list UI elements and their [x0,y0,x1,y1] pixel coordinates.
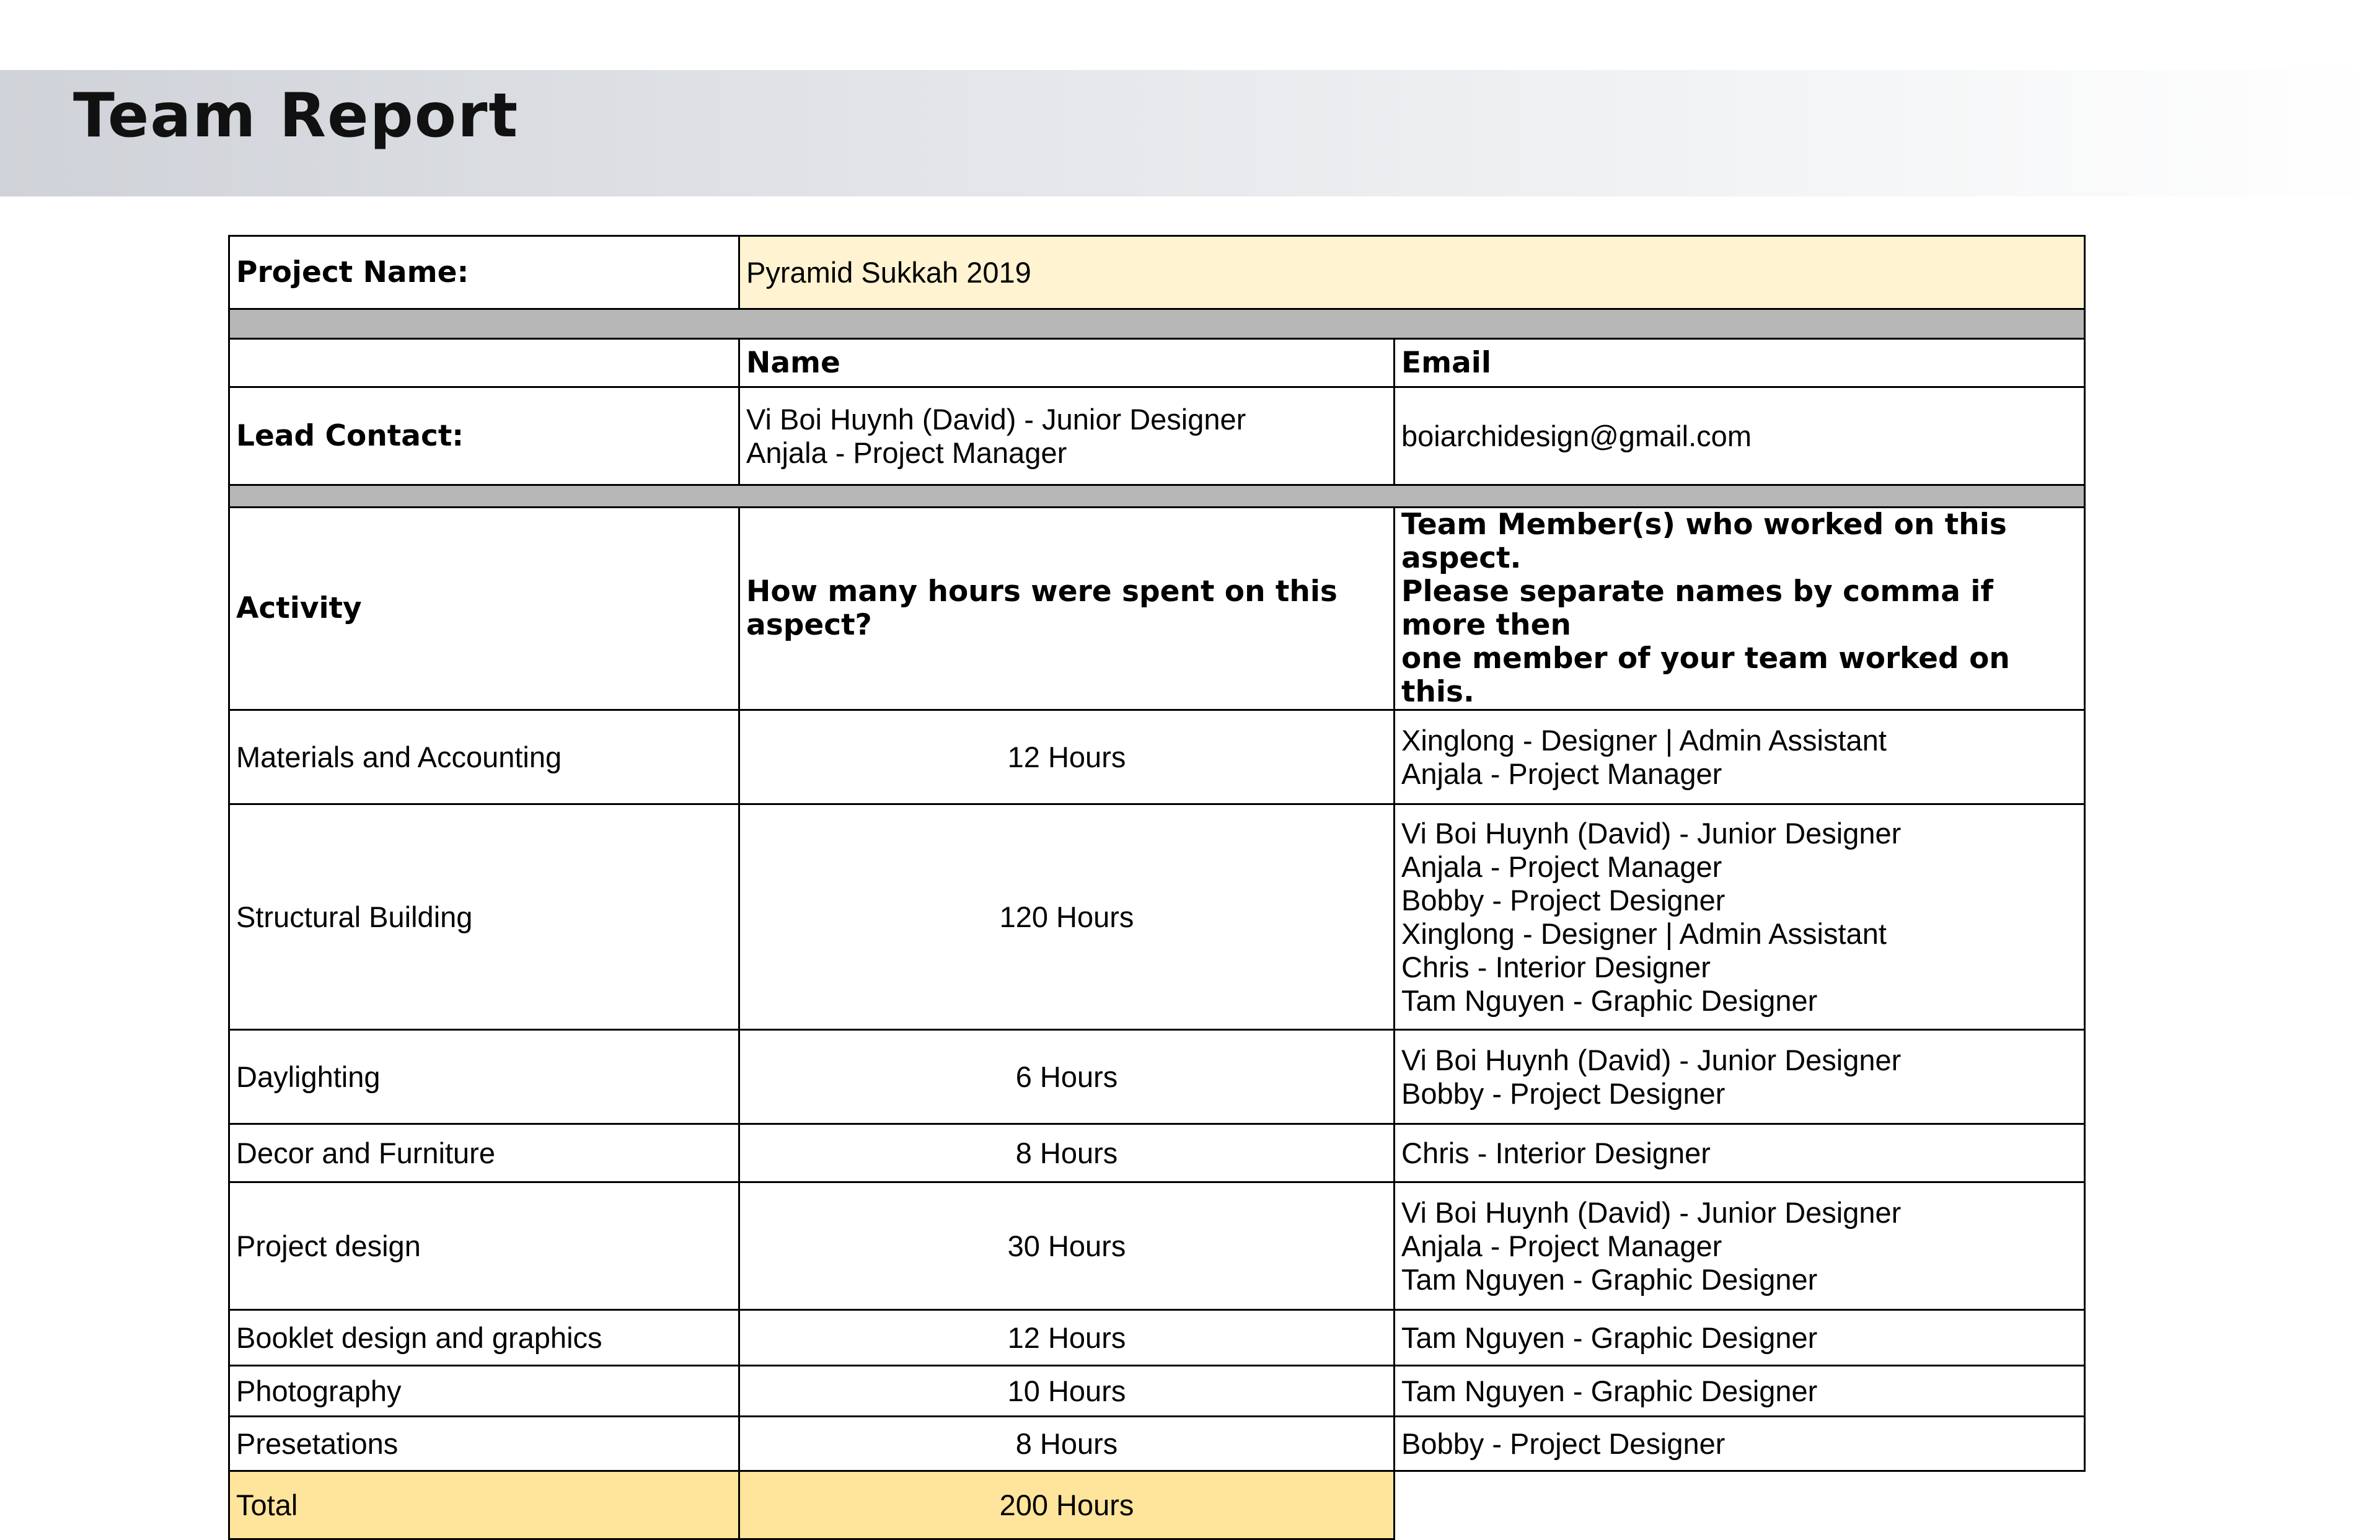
team-report-table [228,235,2086,1540]
member-line: Tam Nguyen - Graphic Designer [1401,1374,1818,1407]
member-line: Tam Nguyen - Graphic Designer [1401,1262,1818,1296]
activity-row [229,804,2085,1030]
activity-name: Photography [229,1366,739,1417]
members-header-line: Please separate names by comma if more then [1401,574,1993,642]
activity-members [1395,804,2085,1030]
activity-members [1395,1366,2085,1417]
activity-members [1395,1417,2085,1471]
activity-name: Daylighting [229,1030,739,1124]
member-line: Vi Boi Huynh (David) - Junior Designer [1401,1195,1902,1229]
project-name-label: Project Name: [229,236,739,309]
activity-hours: 8 Hours [739,1417,1395,1471]
member-line: Xinglong - Designer | Admin Assistant [1401,917,1887,950]
total-hours: 200 Hours [739,1471,1395,1539]
activity-name: Structural Building [229,804,739,1030]
lead-contact-email: boiarchidesign@gmail.com [1395,387,2085,485]
contact-header-blank [229,339,739,387]
project-name-value: Pyramid Sukkah 2019 [739,236,2085,309]
member-line: Chris - Interior Designer [1401,1136,1711,1169]
lead-contact-name-line: Vi Boi Huynh (David) - Junior Designer [746,402,1246,436]
member-line: Vi Boi Huynh (David) - Junior Designer [1401,816,1902,850]
lead-contact-name-line: Anjala - Project Manager [746,436,1067,469]
activity-header-row [229,508,2085,710]
email-column-header: Email [1395,339,2085,387]
member-line: Chris - Interior Designer [1401,950,1711,983]
activity-hours: 120 Hours [739,804,1395,1030]
activity-row [229,710,2085,804]
member-line: Anjala - Project Manager [1401,850,1722,883]
activity-row [229,1417,2085,1471]
activity-row [229,1182,2085,1310]
members-column-header [1395,508,2085,710]
activity-row [229,1310,2085,1366]
activity-row [229,1124,2085,1182]
member-line: Bobby - Project Designer [1401,883,1726,917]
member-line: Bobby - Project Designer [1401,1076,1726,1110]
members-header-line: Team Member(s) who worked on this aspect. [1401,508,2007,575]
member-line: Anjala - Project Manager [1401,757,1722,790]
activity-members [1395,710,2085,804]
activity-hours: 12 Hours [739,1310,1395,1366]
activity-row [229,1030,2085,1124]
lead-contact-row [229,387,2085,485]
hours-column-header: How many hours were spent on this aspect? [739,508,1395,710]
members-header-line: one member of your team worked on this. [1401,641,2010,709]
separator-row [229,309,2085,339]
separator-cell [229,309,2085,339]
page-title: Team Report [73,81,519,151]
activity-name: Presetations [229,1417,739,1471]
member-line: Bobby - Project Designer [1401,1427,1726,1460]
member-line: Vi Boi Huynh (David) - Junior Designer [1401,1043,1902,1076]
name-column-header: Name [739,339,1395,387]
activity-hours: 10 Hours [739,1366,1395,1417]
project-row [229,236,2085,309]
separator-row [229,485,2085,508]
activity-name: Materials and Accounting [229,710,739,804]
activity-members [1395,1030,2085,1124]
separator-cell [229,485,2085,508]
total-label: Total [229,1471,739,1539]
activity-hours: 12 Hours [739,710,1395,804]
lead-contact-names [739,387,1395,485]
member-line: Tam Nguyen - Graphic Designer [1401,1321,1818,1354]
activity-row [229,1366,2085,1417]
activity-name: Booklet design and graphics [229,1310,739,1366]
activity-name: Decor and Furniture [229,1124,739,1182]
activity-members [1395,1310,2085,1366]
activity-hours: 8 Hours [739,1124,1395,1182]
contact-header-row [229,339,2085,387]
lead-contact-label: Lead Contact: [229,387,739,485]
member-line: Xinglong - Designer | Admin Assistant [1401,723,1887,757]
member-line: Anjala - Project Manager [1401,1229,1722,1262]
activity-hours: 30 Hours [739,1182,1395,1310]
activity-members [1395,1182,2085,1310]
activity-hours: 6 Hours [739,1030,1395,1124]
total-row [229,1471,2085,1539]
total-blank-cell [1395,1471,2085,1539]
activity-name: Project design [229,1182,739,1310]
member-line: Tam Nguyen - Graphic Designer [1401,983,1818,1017]
activity-members [1395,1124,2085,1182]
activity-column-header: Activity [229,508,739,710]
